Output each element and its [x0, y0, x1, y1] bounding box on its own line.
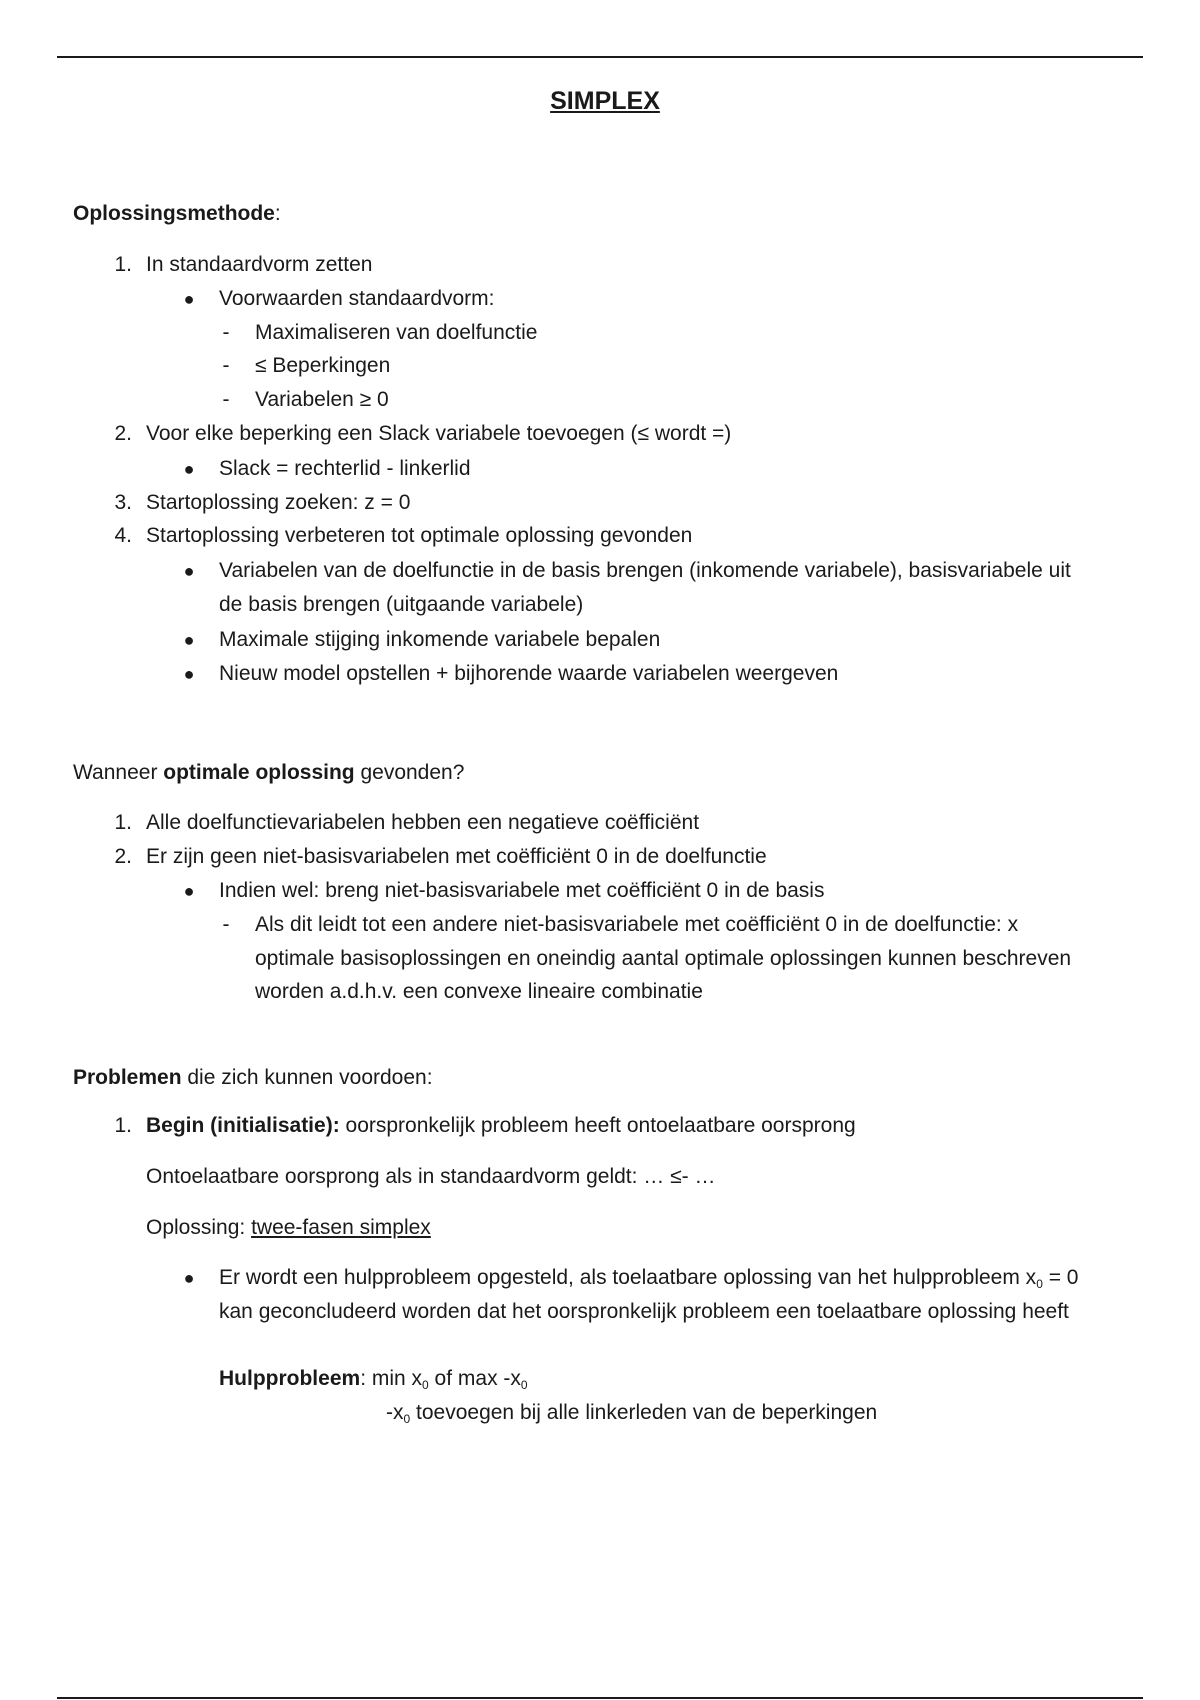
dash-item: ≤ Beperkingen	[255, 354, 391, 377]
bullet-text-end: = 0	[1042, 1266, 1079, 1289]
hulpprobleem-line	[219, 1366, 528, 1392]
dash-icon: -	[222, 913, 230, 936]
list-item	[146, 1113, 856, 1139]
dash-icon: -	[222, 321, 230, 344]
page-title: SIMPLEX	[550, 87, 660, 115]
section-heading-method	[73, 201, 281, 227]
bullet-icon: ●	[183, 289, 195, 309]
bullet-icon: ●	[183, 881, 195, 901]
paragraph	[146, 1215, 431, 1241]
bullet-icon: ●	[183, 1268, 195, 1288]
heading-bold: Oplossingsmethode	[73, 202, 275, 225]
list-number: 3.	[114, 491, 132, 514]
bullet-item: Slack = rechterlid - linkerlid	[219, 457, 471, 480]
list-item: In standaardvorm zetten	[146, 253, 373, 276]
list-number: 1.	[114, 1114, 132, 1137]
bullet-item	[219, 1265, 1079, 1291]
bottom-rule	[57, 1697, 1143, 1699]
heading-bold: optimale oplossing	[163, 761, 355, 784]
hulpprobleem-line-2	[386, 1400, 877, 1426]
dash-item-continued: optimale basisoplossingen en oneindig aantal optimale oplossingen kunnen beschreven	[255, 947, 1072, 970]
subscript: 0	[1036, 1277, 1043, 1291]
hulp-text-mid: of max -x	[428, 1367, 521, 1390]
dash-item-continued: worden a.d.h.v. een convexe lineaire combinatie	[255, 980, 703, 1003]
section-heading-optimal	[73, 760, 464, 786]
list-item: Startoplossing verbeteren tot optimale oplossing gevonden	[146, 524, 693, 547]
bullet-item-continued: kan geconcludeerd worden dat het oorspronkelijk probleem een toelaatbare oplossing heeft	[219, 1300, 1069, 1323]
subscript: 0	[520, 1378, 528, 1392]
list-item: Startoplossing zoeken: z = 0	[146, 491, 411, 514]
hulp2-text-end: toevoegen bij alle linkerleden van de beperkingen	[410, 1401, 878, 1424]
list-item: Er zijn geen niet-basisvariabelen met coëfficiënt 0 in de doelfunctie	[146, 845, 767, 868]
underlined-term: twee-fasen simplex	[251, 1216, 431, 1239]
list-number: 4.	[114, 524, 132, 547]
subscript: 0	[403, 1412, 411, 1426]
list-number: 2.	[114, 845, 132, 868]
dash-icon: -	[222, 354, 230, 377]
hulp-text: : min x	[360, 1367, 423, 1390]
bullet-item: Maximale stijging inkomende variabele bepalen	[219, 628, 661, 651]
hulp2-text: -x	[386, 1401, 404, 1424]
list-item: Alle doelfunctievariabelen hebben een negatieve coëfficiënt	[146, 811, 700, 834]
heading-rest: :	[274, 202, 281, 225]
hulp-label: Hulpprobleem	[219, 1367, 361, 1390]
bullet-icon: ●	[183, 664, 195, 684]
item-bold: Begin (initialisatie):	[146, 1114, 340, 1137]
list-number: 1.	[114, 253, 132, 276]
item-rest: oorspronkelijk probleem heeft ontoelaatbare oorsprong	[339, 1114, 856, 1137]
bullet-icon: ●	[183, 630, 195, 650]
bullet-item: Nieuw model opstellen + bijhorende waarde variabelen weergeven	[219, 662, 839, 685]
list-item: Voor elke beperking een Slack variabele toevoegen (≤ wordt =)	[146, 422, 732, 445]
subscript: 0	[422, 1378, 429, 1392]
bullet-icon: ●	[183, 561, 195, 581]
para-pre: Oplossing:	[146, 1216, 252, 1239]
dash-item: Variabelen ≥ 0	[255, 388, 389, 411]
bullet-icon: ●	[183, 459, 195, 479]
dash-item: Als dit leidt tot een andere niet-basisvariabele met coëfficiënt 0 in de doelfunctie: x	[255, 913, 1019, 936]
heading-rest: die zich kunnen voordoen:	[181, 1066, 433, 1089]
dash-icon: -	[222, 388, 230, 411]
bullet-item-continued: de basis brengen (uitgaande variabele)	[219, 593, 584, 616]
paragraph: Ontoelaatbare oorsprong als in standaardvorm geldt: … ≤- …	[146, 1165, 716, 1188]
bullet-item: Variabelen van de doelfunctie in de basis brengen (inkomende variabele), basisvariabele uit	[219, 559, 1071, 582]
bullet-text: Er wordt een hulpprobleem opgesteld, als toelaatbare oplossing van het hulpprobleem x	[219, 1266, 1037, 1289]
heading-pre: Wanneer	[73, 761, 164, 784]
bullet-item: Voorwaarden standaardvorm:	[219, 287, 495, 310]
section-heading-problems	[73, 1065, 433, 1091]
heading-post: gevonden?	[354, 761, 465, 784]
list-number: 2.	[114, 422, 132, 445]
dash-item: Maximaliseren van doelfunctie	[255, 321, 538, 344]
top-rule	[57, 56, 1143, 58]
list-number: 1.	[114, 811, 132, 834]
heading-bold: Problemen	[73, 1066, 182, 1089]
bullet-item: Indien wel: breng niet-basisvariabele met coëfficiënt 0 in de basis	[219, 879, 825, 902]
